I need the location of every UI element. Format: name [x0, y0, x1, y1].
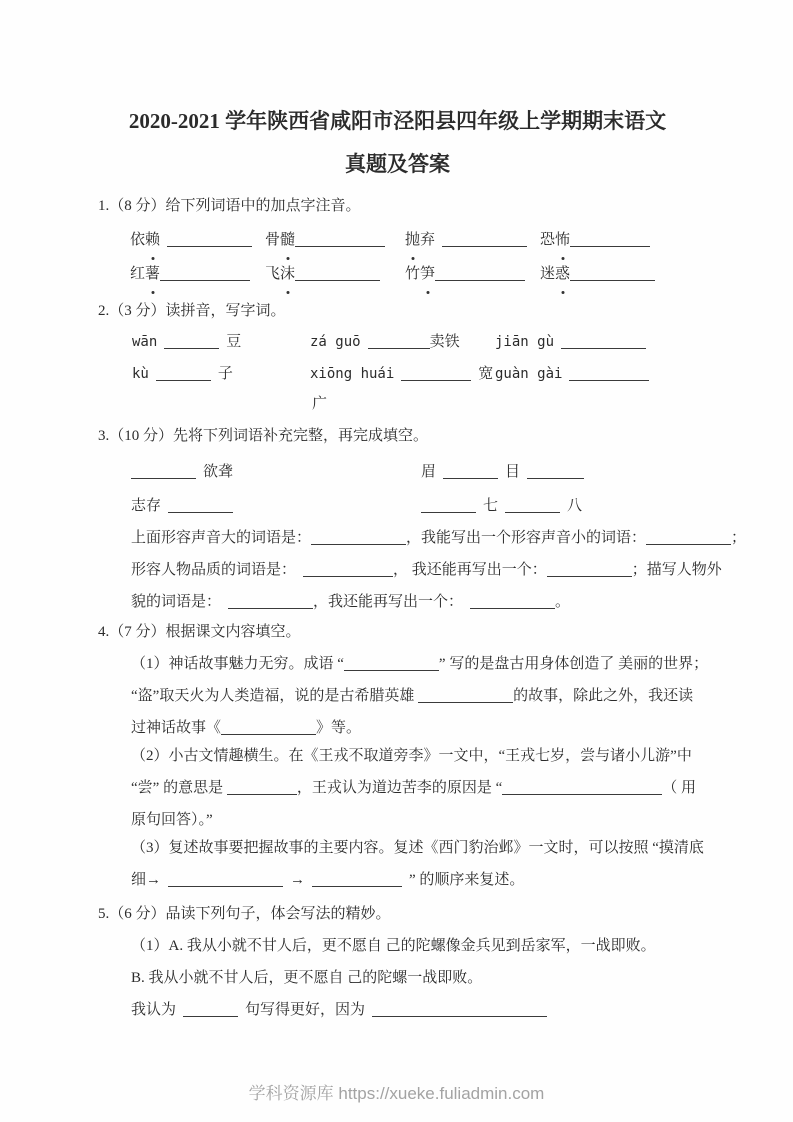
answer-blank: [646, 530, 731, 545]
idiom-text: 七: [483, 498, 499, 514]
question4-p2-line3: 原句回答）。”: [131, 812, 213, 828]
pinyin-label: kù: [132, 366, 149, 382]
pinyin-label: guàn gài: [495, 366, 563, 382]
question2-row1: [132, 326, 697, 358]
dotted-char: 惑: [555, 258, 570, 290]
answer-blank: [228, 594, 313, 609]
answer-blank: [164, 334, 219, 349]
question3-para-line2: [131, 554, 722, 586]
q2-item-zaguo: [310, 326, 495, 358]
idiom-text: 欲聋: [203, 464, 234, 480]
idiom-text: 眉: [421, 464, 437, 480]
answer-blank: [442, 232, 527, 247]
q2-item-xionghuai: [310, 360, 495, 388]
para-text: （ 用: [662, 780, 697, 796]
question1-header: 1.（8 分）给下列词语中的加点字注音。: [98, 198, 361, 214]
answer-blank: [368, 334, 430, 349]
question5-sentence-a: （1）A. 我从小就不甘人后，更不愿自 己的陀螺像金兵见到岳家军，一战即败。: [131, 938, 656, 954]
word-part: 恐: [540, 232, 556, 248]
para-text: 的故事，除此之外，我还读: [513, 688, 694, 704]
idiom-text: 目: [505, 464, 521, 480]
para-text: 过神话故事《: [131, 720, 222, 736]
question3-para-line3: [131, 586, 697, 618]
pinyin-label: wān: [132, 334, 158, 350]
dotted-char: 抛: [405, 224, 420, 256]
idiom-zhicun: [131, 490, 421, 522]
word-part: 迷: [540, 266, 556, 282]
question2-row2: [132, 360, 697, 388]
question3-para-line1: [131, 522, 747, 554]
question4-p2-line1: （2）小古文情趣横生。在《王戎不取道旁李》一文中，“王戎七岁，尝与诸小儿游”中: [131, 748, 692, 764]
question1-row1: [130, 224, 697, 256]
para-text: 貌的词语是：: [131, 594, 222, 610]
question4-p2-line2: [131, 772, 697, 804]
dotted-char: 髓: [280, 224, 295, 256]
word-part: 依: [130, 232, 146, 248]
answer-blank: [303, 562, 393, 577]
word-part: 骨: [265, 232, 281, 248]
hanzi-label: 子: [217, 366, 233, 382]
dotted-char: 薯: [145, 258, 160, 290]
para-text: 细→: [131, 872, 162, 888]
question4-p1-line1: [131, 648, 709, 680]
answer-blank: [168, 498, 233, 513]
answer-blank: [470, 594, 555, 609]
answer-blank: [344, 656, 439, 671]
answer-blank: [372, 1002, 547, 1017]
answer-blank: [312, 872, 402, 887]
para-text: 》等。: [316, 720, 362, 736]
document-title-line1: 2020-2021 学年陕西省咸阳市泾阳县四年级上学期期末语文: [128, 109, 667, 133]
word-part: 弃: [420, 232, 436, 248]
question3-header: 3.（10 分）先将下列词语补充完整，再完成填空。: [98, 428, 429, 444]
para-text: ” 的顺序来复述。: [409, 872, 525, 888]
arrow-glyph: →: [290, 872, 306, 888]
answer-blank: [570, 266, 655, 281]
q1-word-mihuo: [540, 258, 697, 290]
question3-row2: [131, 490, 697, 522]
answer-blank: [183, 1002, 238, 1017]
para-text: （1）神话故事魅力无穷。成语 “: [131, 656, 344, 672]
q1-word-feimo: [265, 258, 405, 290]
answer-blank: [421, 498, 476, 513]
q2-item-kuzi: [132, 360, 310, 388]
dotted-char: 赖: [145, 224, 160, 256]
answer-blank: [401, 366, 471, 381]
question1-row2: [130, 258, 697, 290]
word-part: 竹: [405, 266, 421, 282]
document-title-line2: 真题及答案: [345, 152, 450, 176]
para-text: ，我还能再写出一个：: [313, 594, 464, 610]
answer-blank: [131, 464, 196, 479]
dotted-char: 笋: [420, 258, 435, 290]
word-part: 飞: [265, 266, 281, 282]
dotted-char: 沫: [280, 258, 295, 290]
question5-sentence-b: B. 我从小就不甘人后，更不愿自 己的陀螺一战即败。: [131, 970, 483, 986]
para-text: 。: [555, 594, 571, 610]
question2-wrap-char: 广: [312, 396, 328, 412]
question5-header: 5.（6 分）品读下列句子，体会写法的精妙。: [98, 906, 391, 922]
question4-p3-line1: （3）复述故事要把握故事的主要内容。复述《西门豹治邺》一文时，可以按照 “摸清底: [131, 840, 704, 856]
answer-blank: [167, 232, 252, 247]
q1-word-gusui: [265, 224, 405, 256]
answer-blank: [569, 366, 649, 381]
para-text: 句写得更好，因为: [245, 1002, 366, 1018]
answer-blank: [561, 334, 646, 349]
question2-header: 2.（3 分）读拼音，写字词。: [98, 303, 286, 319]
para-text: ， 我还能再写出一个：: [393, 562, 547, 578]
hanzi-label: 豆: [226, 334, 242, 350]
q1-word-hongshu: [130, 258, 265, 290]
q1-word-kongbu: [540, 224, 697, 256]
q2-item-wandou: [132, 326, 310, 358]
pinyin-label: zá guō: [310, 334, 361, 350]
para-text: ；: [731, 530, 747, 546]
pinyin-label: xiōng huái: [310, 366, 395, 382]
q2-item-guangai: [495, 360, 697, 388]
para-text: 上面形容声音大的词语是：: [131, 530, 312, 546]
answer-blank: [418, 688, 513, 703]
answer-blank: [311, 530, 406, 545]
para-text: 我认为: [131, 1002, 177, 1018]
para-text: ；描写人物外: [631, 562, 722, 578]
para-text: “盗”取天火为人类造福，说的是古希腊英雄: [131, 688, 419, 704]
answer-blank: [502, 780, 662, 795]
idiom-qiba: [421, 490, 697, 522]
q2-item-jiangu: [495, 326, 697, 358]
idiom-text: 志存: [131, 498, 162, 514]
q1-word-yilai: [130, 224, 265, 256]
hanzi-label: 卖铁: [429, 334, 460, 350]
question5-answer-line: [131, 994, 697, 1026]
answer-blank: [295, 232, 385, 247]
q1-word-paoqi: [405, 224, 540, 256]
answer-blank: [160, 266, 250, 281]
question3-row1: [131, 456, 697, 488]
answer-blank: [505, 498, 560, 513]
answer-blank: [527, 464, 584, 479]
idiom-meimu: [421, 456, 697, 488]
answer-blank: [435, 266, 525, 281]
answer-blank: [221, 720, 316, 735]
para-text: ” 写的是盘古用身体创造了 美丽的世界；: [438, 656, 709, 672]
para-text: ，我能写出一个形容声音小的词语：: [406, 530, 647, 546]
dotted-char: 怖: [555, 224, 570, 256]
word-part: 红: [130, 266, 146, 282]
answer-blank: [227, 780, 297, 795]
answer-blank: [168, 872, 283, 887]
para-text: 形容人物品质的词语是：: [131, 562, 297, 578]
answer-blank: [295, 266, 380, 281]
question4-p3-line2: [131, 864, 697, 896]
para-text: “尝” 的意思是: [131, 780, 227, 796]
answer-blank: [570, 232, 650, 247]
hanzi-label: 宽: [478, 366, 494, 382]
idiom-text: 八: [567, 498, 583, 514]
q1-word-zhusun: [405, 258, 540, 290]
footer-watermark: 学科资源库 https://xueke.fuliadmin.com: [248, 1084, 545, 1103]
answer-blank: [156, 366, 211, 381]
question4-header: 4.（7 分）根据课文内容填空。: [98, 624, 301, 640]
para-text: ，王戎认为道边苦李的原因是 “: [296, 780, 503, 796]
answer-blank: [547, 562, 632, 577]
idiom-yulong: [131, 456, 421, 488]
answer-blank: [443, 464, 498, 479]
question4-p1-line2: [131, 680, 697, 712]
pinyin-label: jiān gù: [495, 334, 555, 350]
